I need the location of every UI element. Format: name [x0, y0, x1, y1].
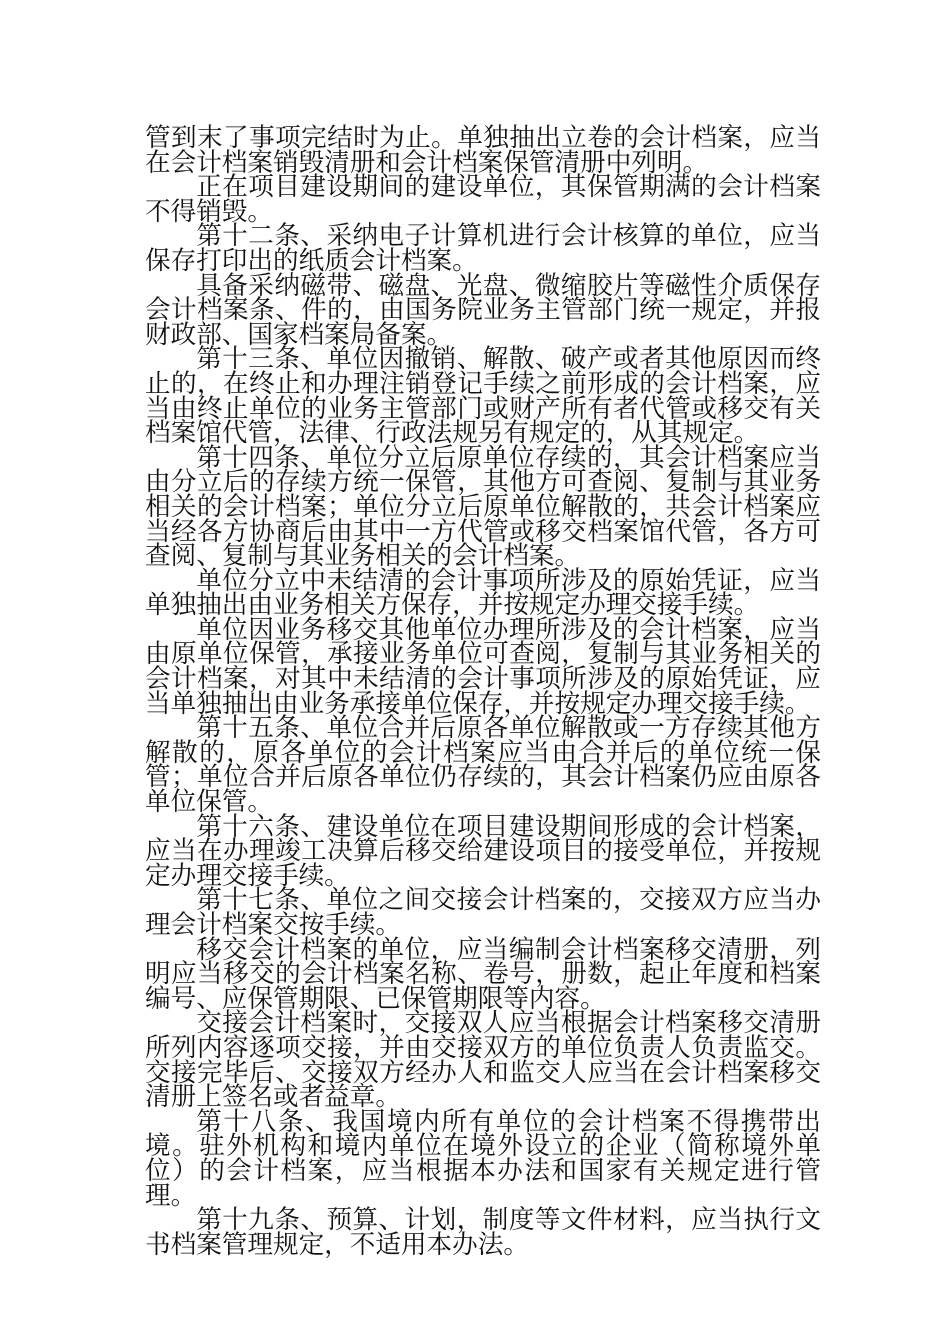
paragraph: 交接会计档案时，交接双人应当根据会计档案移交清册所列内容逐项交接，并由交接双方的单位负责人负责监交。交接完毕后、交接双方经办人和监交人应当在会计档案移交清册上签名或者益章。	[145, 1008, 821, 1113]
paragraph-article-13: 第十三条、单位因撤销、解散、破产或者其他原因而终止的，在终止和办理注销登记手续之前形成的会计档案，应当由终止单位的业务主管部门或财产所有者代管或移交有关档案馆代管，法律、行政法规另有规定的，从其规定。	[145, 344, 821, 449]
paragraph-article-14: 第十四条、单位分立后原单位存续的，其会计档案应当由分立后的存续方统一保管，其他方可查阅、复制与其业务相关的会计档案；单位分立后原单位解散的，共会计档案应当经各方协商后由其中一方代管或移交档案馆代管，各方可查阅、复制与其业务相关的会计档案。	[145, 442, 821, 572]
document-body	[145, 123, 821, 1260]
paragraph-article-19: 第十九条、预算、计划，制度等文件材料，应当执行文书档案管理规定，不适用本办法。	[145, 1205, 821, 1260]
paragraph-article-18: 第十八条、我国境内所有单位的会计档案不得携带出境。驻外机构和境内单位在境外设立的企业（简称境外单位）的会计档案，应当根据本办法和国家有关规定进行管理。	[145, 1106, 821, 1211]
paragraph: 具备采纳磁带、磁盘、光盘、微缩胶片等磁性介质保存会计档案条、件的，由国务院业务主管部门统一规定，并报财政部、国家档案局备案。	[145, 270, 821, 350]
paragraph: 移交会计档案的单位，应当编制会计档案移交清册，列明应当移交的会计档案名称、卷号，册数，起止年度和档案编号、应保管期限、已保管期限等内容。	[145, 934, 821, 1014]
paragraph-article-12: 第十二条、采纳电子计算机进行会计核算的单位，应当保存打印出的纸质会计档案。	[145, 221, 821, 276]
paragraph-article-17: 第十七条、单位之间交接会计档案的，交接双方应当办理会计档案交按手续。	[145, 885, 821, 940]
paragraph: 正在项目建设期间的建设单位，其保管期满的会计档案不得销毁。	[145, 172, 821, 227]
paragraph-article-16: 第十六条、建设单位在项目建设期间形成的会计档案，应当在办理竣工决算后移交给建设项目的接受单位，并按规定办理交接手续。	[145, 811, 821, 891]
paragraph: 单位因业务移交其他单位办理所涉及的会计档案，应当由原单位保管，承接业务单位可查阅，复制与其业务相关的会计档案，对其中未结清的会计事项所涉及的原始凭证，应当单独抽出由业务承接单位保存，并按规定办理交接手续。	[145, 614, 821, 719]
paragraph-article-15: 第十五条、单位合并后原各单位解散或一方存续其他方解散的，原各单位的会计档案应当由合并后的单位统一保管；单位合并后原各单位仍存续的，其会计档案仍应由原各单位保管。	[145, 713, 821, 818]
paragraph-continued: 管到末了事项完结时为止。单独抽出立卷的会计档案，应当在会计档案销毁清册和会计档案保管清册中列明。	[145, 123, 821, 178]
paragraph: 单位分立中未结清的会计事项所涉及的原始凭证，应当单独抽出由业务相关方保存，并按规定办理交接手续。	[145, 565, 821, 621]
